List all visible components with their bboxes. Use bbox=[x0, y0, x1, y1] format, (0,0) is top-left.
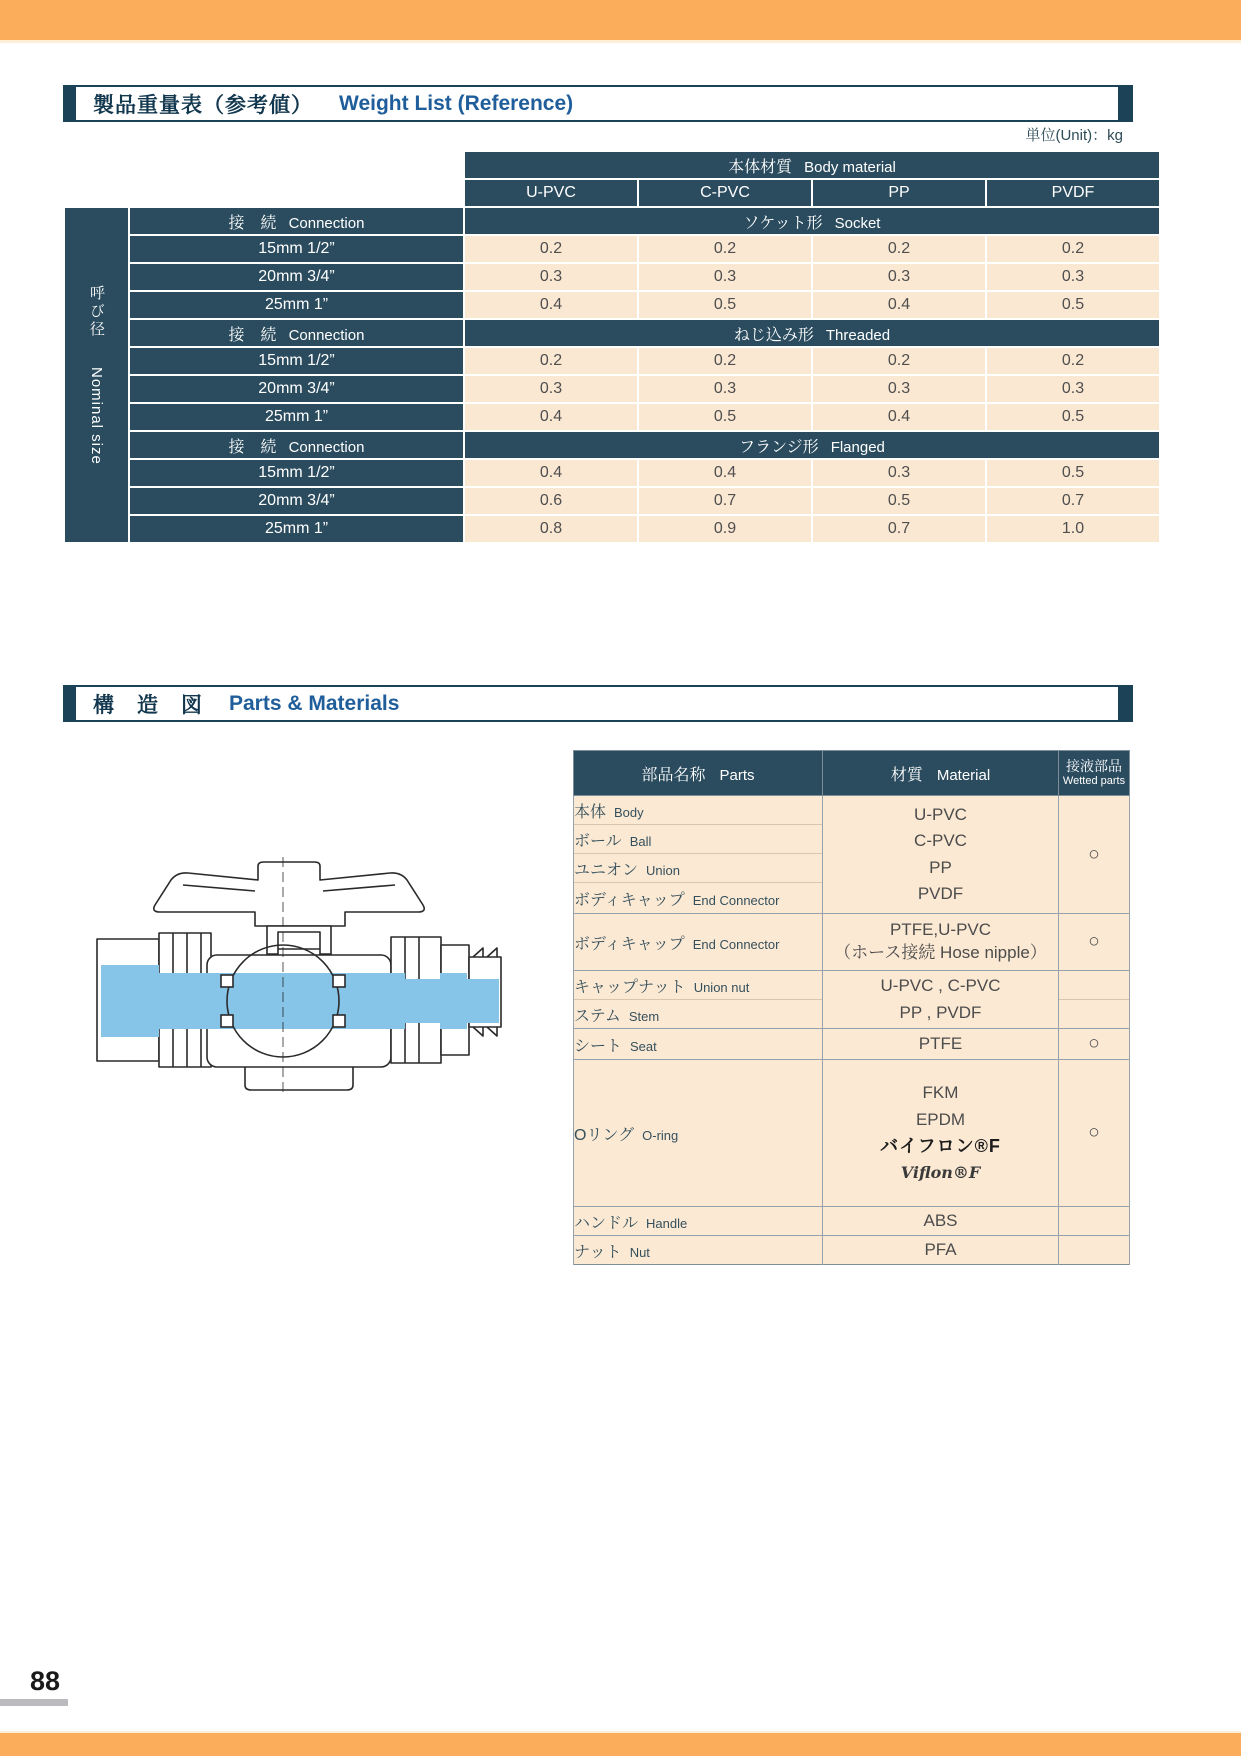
body-material-header bbox=[465, 152, 1159, 178]
section-title-jp: 製品重量表（参考値） bbox=[93, 93, 313, 117]
connection-header-cell: 接 続 Connection bbox=[130, 320, 463, 346]
weight-value-cell: 0.5 bbox=[987, 292, 1159, 318]
weight-value-cell: 0.3 bbox=[987, 376, 1159, 402]
ball-valve-cross-section-diagram bbox=[95, 833, 507, 1105]
table-row bbox=[574, 751, 1130, 796]
part-name-cell: ボディキャップ End Connector bbox=[574, 883, 823, 914]
weight-value-cell: 0.5 bbox=[813, 488, 985, 514]
part-material-cell: FKM EPDM バイフロン®F Viflon®F bbox=[823, 1060, 1059, 1207]
table-row bbox=[574, 1236, 1130, 1265]
viflon-logo-latin: Viflon®F bbox=[900, 1162, 981, 1182]
size-cell: 20mm 3/4” bbox=[130, 488, 463, 514]
title-right-accent bbox=[1118, 687, 1131, 720]
weight-value-cell: 0.6 bbox=[465, 488, 637, 514]
weight-value-cell: 0.7 bbox=[813, 516, 985, 542]
connection-header-cell: 接 続 Connection bbox=[130, 208, 463, 234]
wetted-mark-cell bbox=[1059, 1236, 1130, 1265]
wetted-mark-cell: ○ bbox=[1059, 796, 1130, 914]
table-row bbox=[65, 376, 1159, 402]
table-row bbox=[574, 796, 1130, 825]
parts-table bbox=[573, 750, 1130, 1265]
title-right-accent bbox=[1118, 87, 1131, 120]
part-name-cell: 本体 Body bbox=[574, 796, 823, 825]
unit-note: 単位(Unit)：kg bbox=[1025, 127, 1123, 144]
section-type-cell: ソケット形 Socket bbox=[465, 208, 1159, 234]
table-row bbox=[574, 1060, 1130, 1207]
weight-value-cell: 0.9 bbox=[639, 516, 811, 542]
bottom-accent-bar bbox=[0, 1731, 1241, 1756]
wetted-mark-cell bbox=[1059, 1000, 1130, 1029]
weight-value-cell: 0.2 bbox=[639, 236, 811, 262]
weight-value-cell: 0.3 bbox=[987, 264, 1159, 290]
material-col-header: 材質 Material bbox=[823, 751, 1059, 796]
weight-value-cell: 0.3 bbox=[639, 264, 811, 290]
weight-value-cell: 0.4 bbox=[813, 404, 985, 430]
wetted-mark-cell: ○ bbox=[1059, 914, 1130, 971]
table-row bbox=[574, 971, 1130, 1000]
weight-value-cell: 0.4 bbox=[639, 460, 811, 486]
weight-value-cell: 0.3 bbox=[813, 376, 985, 402]
wetted-mark-cell: ○ bbox=[1059, 1060, 1130, 1207]
nominal-size-axis bbox=[65, 208, 128, 542]
page-number: 88 bbox=[30, 1666, 61, 1696]
weight-value-cell: 0.8 bbox=[465, 516, 637, 542]
table-row bbox=[574, 914, 1130, 971]
weight-value-cell: 0.2 bbox=[639, 348, 811, 374]
size-cell: 15mm 1/2” bbox=[130, 348, 463, 374]
size-cell: 20mm 3/4” bbox=[130, 376, 463, 402]
spacer-cell bbox=[65, 152, 463, 178]
page-number-underline bbox=[0, 1699, 68, 1706]
size-cell: 25mm 1” bbox=[130, 292, 463, 318]
table-row bbox=[65, 488, 1159, 514]
table-row bbox=[65, 180, 1159, 206]
weight-table bbox=[63, 150, 1161, 544]
viflon-logo-jp: バイフロン®F bbox=[880, 1136, 1001, 1156]
axis-label-en: Nominal size bbox=[88, 367, 105, 465]
part-material-cell: ABS bbox=[823, 1207, 1059, 1236]
size-cell: 15mm 1/2” bbox=[130, 236, 463, 262]
part-name-cell: ナット Nut bbox=[574, 1236, 823, 1265]
weight-value-cell: 0.5 bbox=[639, 404, 811, 430]
wetted-mark-cell bbox=[1059, 1207, 1130, 1236]
part-material-cell: PFA bbox=[823, 1236, 1059, 1265]
wetted-mark-cell bbox=[1059, 971, 1130, 1000]
weight-value-cell: 0.3 bbox=[639, 376, 811, 402]
weight-value-cell: 0.2 bbox=[813, 236, 985, 262]
section-title-en: Weight List (Reference) bbox=[339, 91, 574, 115]
part-name-cell: ステム Stem bbox=[574, 1000, 823, 1029]
table-row bbox=[65, 348, 1159, 374]
weight-value-cell: 0.5 bbox=[987, 460, 1159, 486]
part-name-cell: ボール Ball bbox=[574, 825, 823, 854]
body-material-jp: 本体材質 bbox=[728, 158, 793, 176]
material-col-header: PP bbox=[813, 180, 985, 206]
table-row bbox=[574, 1207, 1130, 1236]
material-col-header: U-PVC bbox=[465, 180, 637, 206]
weight-value-cell: 0.3 bbox=[465, 264, 637, 290]
wetted-mark-cell: ○ bbox=[1059, 1029, 1130, 1060]
weight-value-cell: 1.0 bbox=[987, 516, 1159, 542]
part-material-cell: U-PVC C-PVC PP PVDF bbox=[823, 796, 1059, 914]
title-left-accent bbox=[65, 687, 76, 720]
weight-value-cell: 0.5 bbox=[639, 292, 811, 318]
part-material-cell: PTFE,U-PVC （ホース接続 Hose nipple） bbox=[823, 914, 1059, 971]
axis-label-jp: 呼び径 bbox=[88, 285, 105, 340]
table-row bbox=[65, 236, 1159, 262]
weight-value-cell: 0.5 bbox=[987, 404, 1159, 430]
wetted-col-header: 接液部品 Wetted parts bbox=[1059, 751, 1130, 796]
body-material-en: Body material bbox=[804, 158, 896, 176]
weight-value-cell: 0.3 bbox=[465, 376, 637, 402]
parts-section-title-bar bbox=[63, 685, 1133, 722]
weight-value-cell: 0.3 bbox=[813, 264, 985, 290]
part-material-cell: PTFE bbox=[823, 1029, 1059, 1060]
connection-header-cell: 接 続 Connection bbox=[130, 432, 463, 458]
weight-value-cell: 0.4 bbox=[465, 404, 637, 430]
size-cell: 20mm 3/4” bbox=[130, 264, 463, 290]
table-row bbox=[65, 208, 1159, 234]
weight-value-cell: 0.4 bbox=[465, 292, 637, 318]
table-row bbox=[65, 404, 1159, 430]
weight-value-cell: 0.3 bbox=[813, 460, 985, 486]
spacer-cell bbox=[65, 180, 463, 206]
material-col-header: PVDF bbox=[987, 180, 1159, 206]
valve-handle bbox=[154, 862, 424, 926]
part-name-cell: キャップナット Union nut bbox=[574, 971, 823, 1000]
part-name-cell: シート Seat bbox=[574, 1029, 823, 1060]
table-row bbox=[65, 152, 1159, 178]
table-row bbox=[65, 432, 1159, 458]
table-row bbox=[65, 516, 1159, 542]
title-left-accent bbox=[65, 87, 76, 120]
section-title-en: Parts & Materials bbox=[229, 691, 400, 715]
weight-section-title-bar bbox=[63, 85, 1133, 122]
table-row bbox=[65, 320, 1159, 346]
part-name-cell: ハンドル Handle bbox=[574, 1207, 823, 1236]
weight-value-cell: 0.2 bbox=[465, 236, 637, 262]
size-cell: 15mm 1/2” bbox=[130, 460, 463, 486]
table-row bbox=[65, 264, 1159, 290]
table-row bbox=[65, 460, 1159, 486]
top-accent-bar bbox=[0, 0, 1241, 43]
weight-value-cell: 0.4 bbox=[813, 292, 985, 318]
valve-foot bbox=[245, 1067, 353, 1090]
part-name-cell: ユニオン Union bbox=[574, 854, 823, 883]
table-row bbox=[574, 1029, 1130, 1060]
weight-value-cell: 0.2 bbox=[813, 348, 985, 374]
section-type-cell: ねじ込み形 Threaded bbox=[465, 320, 1159, 346]
weight-value-cell: 0.2 bbox=[987, 348, 1159, 374]
part-name-cell: ボディキャップ End Connector bbox=[574, 914, 823, 971]
parts-col-header: 部品名称 Parts bbox=[574, 751, 823, 796]
weight-value-cell: 0.2 bbox=[465, 348, 637, 374]
table-row bbox=[65, 292, 1159, 318]
material-col-header: C-PVC bbox=[639, 180, 811, 206]
section-type-cell: フランジ形 Flanged bbox=[465, 432, 1159, 458]
part-material-cell: U-PVC , C-PVC PP , PVDF bbox=[823, 971, 1059, 1029]
weight-value-cell: 0.4 bbox=[465, 460, 637, 486]
size-cell: 25mm 1” bbox=[130, 404, 463, 430]
section-title-jp: 構 造 図 bbox=[93, 693, 203, 717]
weight-value-cell: 0.2 bbox=[987, 236, 1159, 262]
size-cell: 25mm 1” bbox=[130, 516, 463, 542]
weight-value-cell: 0.7 bbox=[639, 488, 811, 514]
part-name-cell: Oリング O-ring bbox=[574, 1060, 823, 1207]
weight-value-cell: 0.7 bbox=[987, 488, 1159, 514]
